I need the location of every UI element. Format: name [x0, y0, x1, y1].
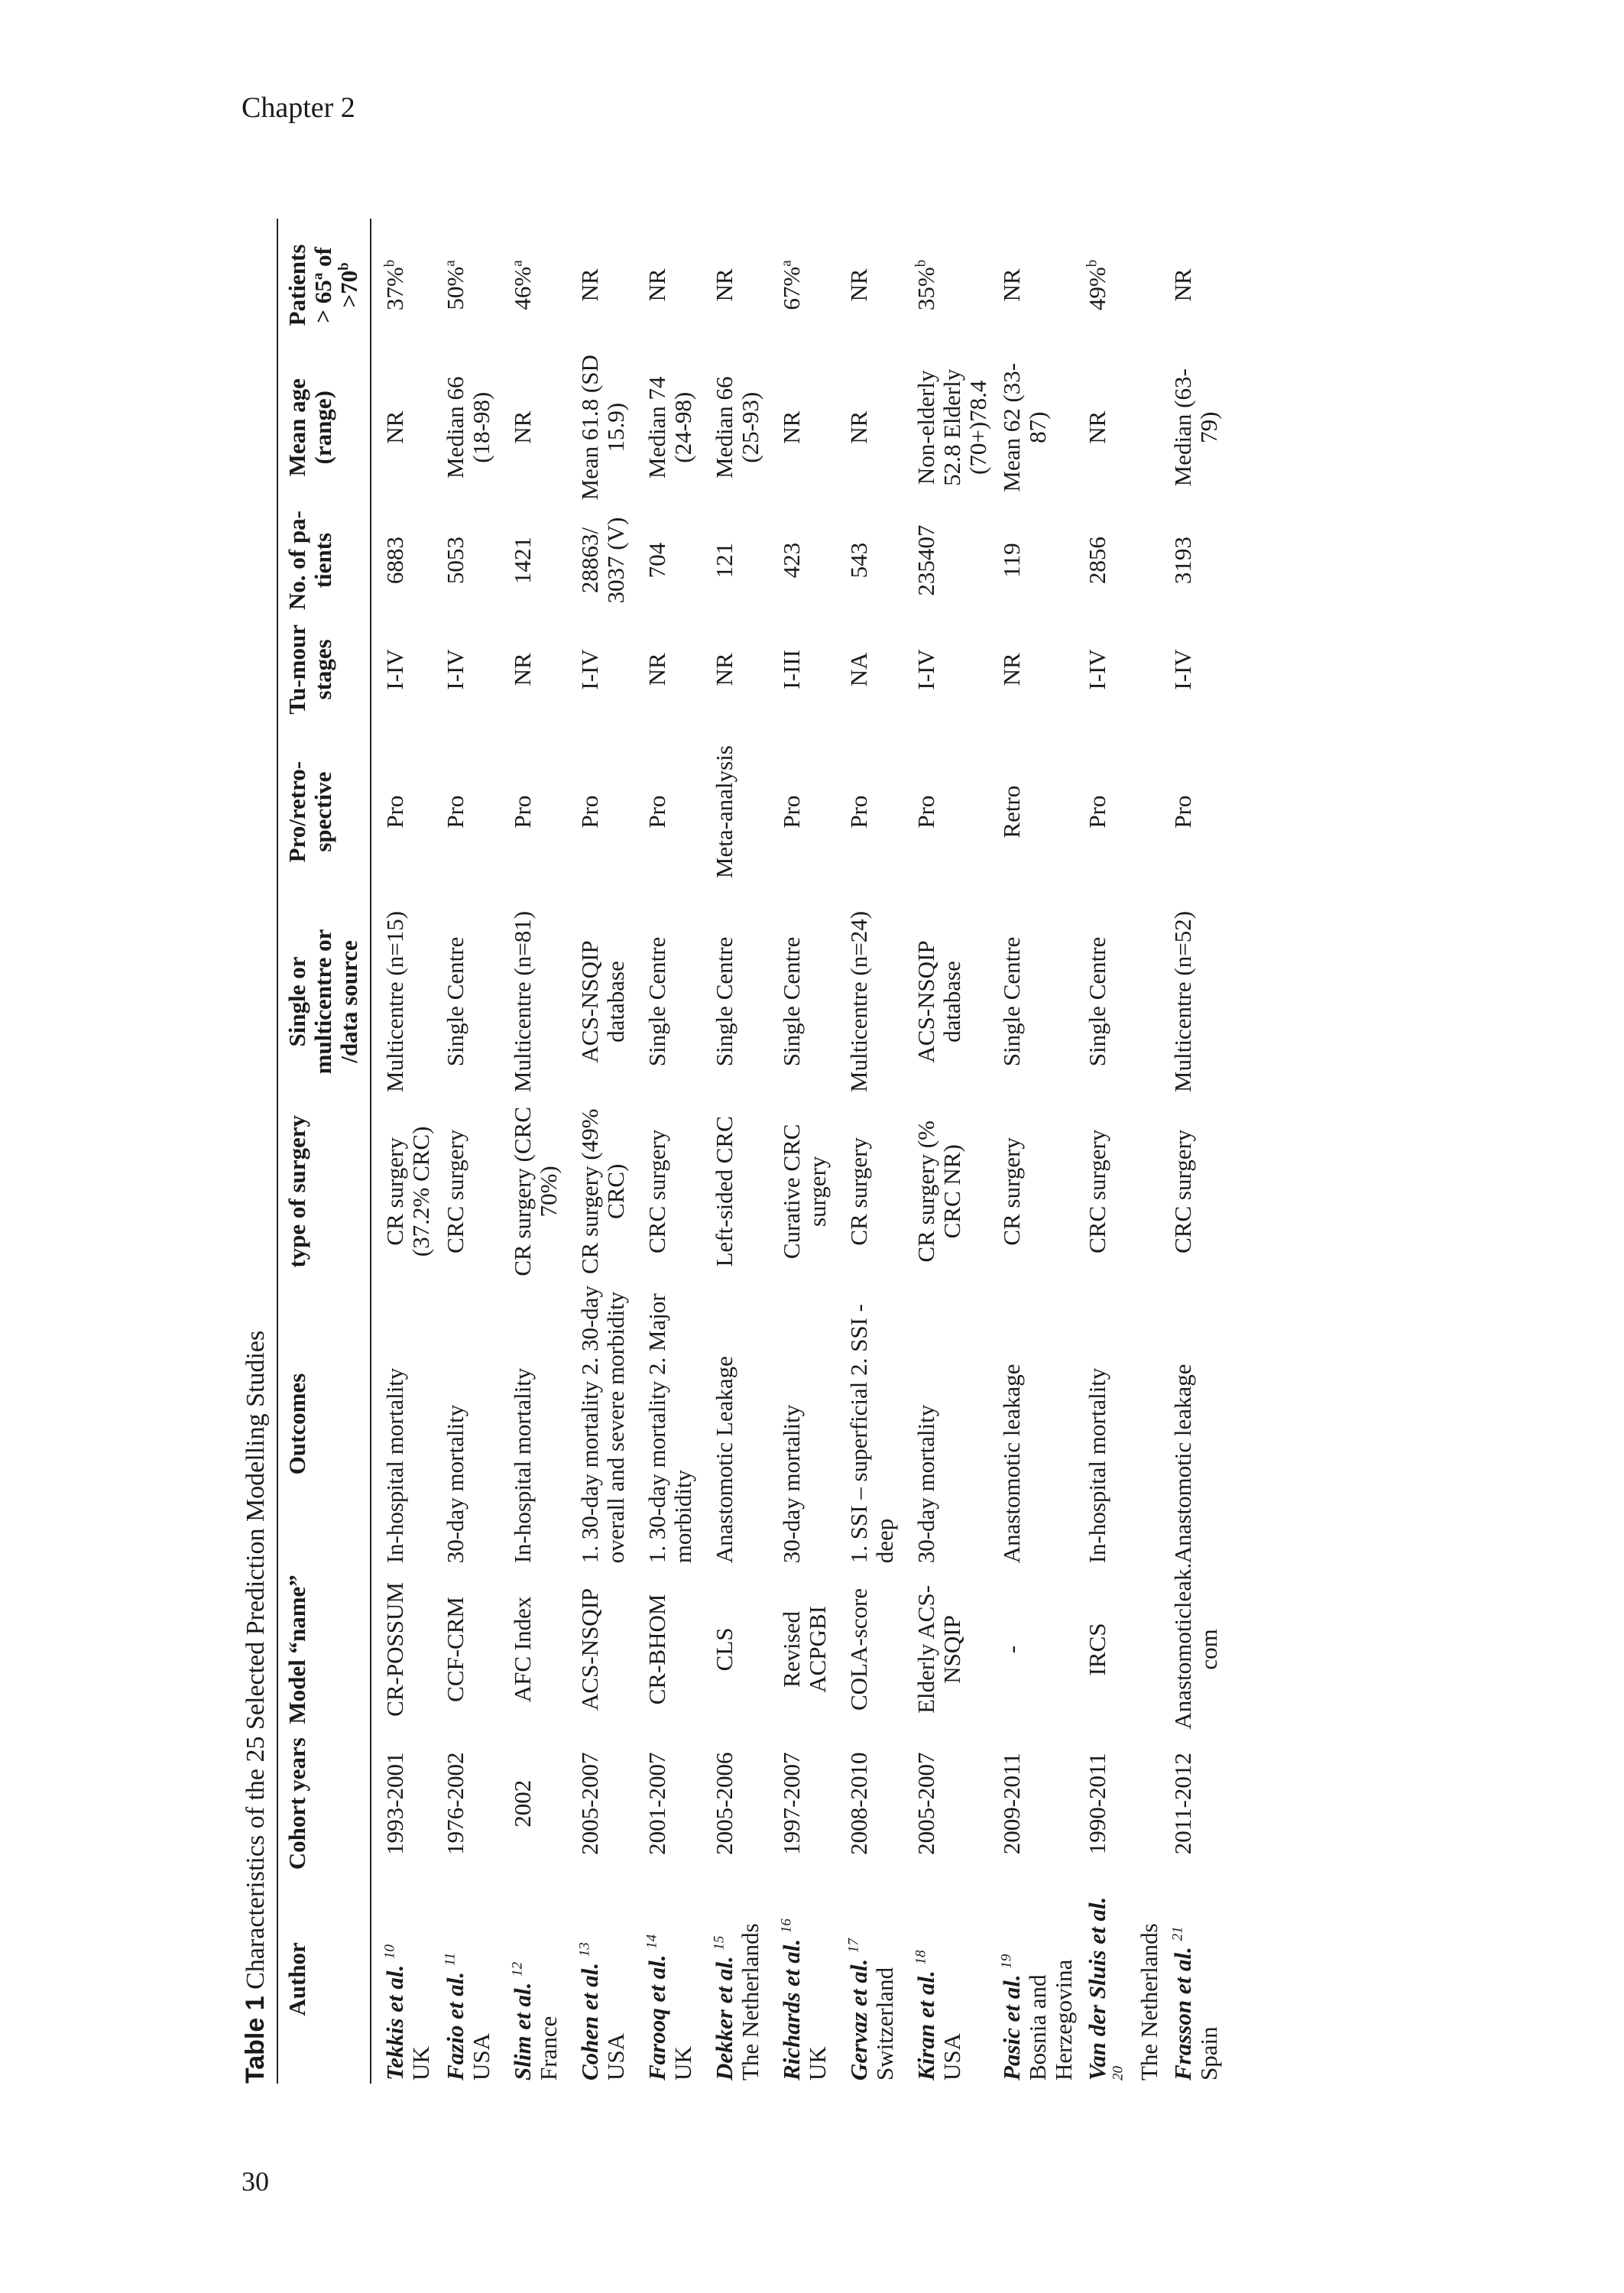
no-of-patients-cell: 28863/ 3037 (V) [576, 517, 629, 604]
outcomes-cell: Anastomotic Leakage [711, 1356, 737, 1564]
table-row [572, 219, 640, 2084]
percentage-value: 35% [912, 267, 939, 311]
cohort-years-cell: 2008-2010 [845, 1752, 872, 1855]
reference-number: 21 [1169, 1926, 1186, 1941]
author-country: Spain [1195, 2026, 1222, 2081]
mean-age-cell: NR [509, 410, 536, 444]
study-design-cell: Pro [1169, 795, 1196, 829]
tumour-stages-cell: NA [845, 652, 872, 687]
data-source-cell: Single Centre [1084, 936, 1110, 1067]
rotated-table-block [238, 219, 1400, 2084]
patients-over-65-70-cell [994, 219, 1080, 352]
tumour-stages-cell: I-IV [576, 649, 603, 690]
patients-over-65-70-cell [774, 219, 841, 352]
cohort-years-cell: 2005-2007 [576, 1752, 603, 1855]
percentage-value: NR [845, 268, 872, 302]
study-design-cell: Pro [845, 795, 872, 829]
page-number: 30 [241, 2166, 269, 2197]
mean-age-cell: Median (63-79) [1169, 368, 1222, 487]
mean-age-cell: NR [778, 410, 805, 444]
table-row [774, 219, 841, 2084]
tumour-stages-cell: I-III [778, 650, 805, 689]
data-source-cell: Multicentre (n=52) [1169, 910, 1196, 1092]
author-name: Gervaz et al. [845, 1958, 872, 2081]
column-header-mean-age: Mean age (range) [277, 352, 371, 504]
tumour-stages-cell: I-IV [442, 649, 468, 690]
tumour-stages-cell: I-IV [1169, 649, 1196, 690]
reference-number: 18 [912, 1950, 929, 1965]
tumour-stages-cell: NR [509, 653, 536, 686]
column-header-author: Author [277, 1875, 371, 2084]
no-of-patients-cell: 1421 [509, 537, 536, 585]
percentage-footnote-mark: b [1084, 259, 1100, 268]
percentage-value: NR [998, 268, 1025, 302]
percentage-value: NR [643, 268, 670, 302]
reference-number: 17 [845, 1938, 862, 1953]
table-row [841, 219, 909, 2084]
author-name: Fazio et al. [442, 1971, 468, 2081]
table-caption [238, 219, 277, 2084]
column-header-outcomes: Outcomes [277, 1282, 371, 1567]
patients-over-65-70-cell [909, 219, 994, 352]
author-cell [371, 1875, 438, 2084]
author-country: France [535, 2016, 562, 2081]
table-row [505, 219, 572, 2084]
author-country: The Netherlands [737, 1923, 763, 2081]
no-of-patients-cell: 3193 [1169, 537, 1196, 585]
column-header-data-source: Single or multicentre or /data source [277, 902, 371, 1101]
column-header-model-name: Model “name” [277, 1566, 371, 1732]
cohort-years-cell: 1993-2001 [381, 1752, 408, 1855]
model-name-cell: - [998, 1645, 1025, 1654]
author-name: Van der Sluis et al. [1084, 1896, 1110, 2081]
data-source-cell: Single Centre [442, 936, 468, 1067]
study-design-cell: Pro [381, 795, 408, 829]
percentage-value: NR [711, 268, 737, 302]
footnote-mark-a: a [310, 272, 326, 281]
no-of-patients-cell: 119 [998, 543, 1025, 578]
model-name-cell: CCF-CRM [442, 1597, 468, 1702]
author-country: USA [602, 2032, 629, 2081]
column-header-study-design: Pro/retro-spective [277, 722, 371, 902]
cohort-years-cell: 2002 [509, 1779, 536, 1828]
patients-over-65-70-cell [371, 219, 438, 352]
chapter-heading: Chapter 2 [241, 92, 355, 124]
model-name-cell: IRCS [1084, 1623, 1110, 1676]
mean-age-cell: NR [845, 410, 872, 444]
patients-over-65-70-cell [1165, 219, 1233, 352]
outcomes-cell: In-hospital mortality [1084, 1367, 1110, 1564]
author-country: USA [938, 2032, 965, 2081]
patients-over-65-70-cell [438, 219, 505, 352]
type-of-surgery-cell: CR surgery [998, 1137, 1025, 1246]
author-country: UK [669, 2046, 696, 2081]
table-body [371, 219, 1233, 2084]
mean-age-cell: NR [381, 410, 408, 444]
study-design-cell: Pro [442, 795, 468, 829]
author-name: Cohen et al. [576, 1962, 603, 2081]
data-source-cell: Single Centre [778, 936, 805, 1067]
data-source-cell: Single Centre [711, 936, 737, 1067]
table-row [438, 219, 505, 2084]
patients-over-65-70-cell [707, 219, 774, 352]
mean-age-cell: Mean 62 (33-87) [998, 362, 1051, 492]
studies-table [277, 219, 1233, 2084]
type-of-surgery-cell: CRC surgery [1084, 1129, 1110, 1254]
table-row [640, 219, 707, 2084]
outcomes-cell: Anastomotic leakage [1169, 1364, 1196, 1564]
author-country: The Netherlands [1136, 1923, 1162, 2081]
reference-number: 15 [711, 1935, 728, 1951]
no-of-patients-cell: 423 [778, 542, 805, 579]
model-name-cell: CR-POSSUM [381, 1582, 408, 1717]
mean-age-cell: NR [1084, 410, 1110, 444]
data-source-cell: Multicentre (n=24) [845, 910, 872, 1092]
author-cell [438, 1875, 505, 2084]
no-of-patients-cell: 6883 [381, 537, 408, 585]
author-country: Switzerland [871, 1967, 898, 2081]
study-design-cell: Pro [912, 795, 939, 829]
mean-age-cell: Median 66 (18-98) [442, 376, 494, 478]
column-header-cohort-years: Cohort years [277, 1733, 371, 1875]
column-header-patients-over-65-70: Patients > $65^a$ of $>70^b$ [277, 219, 371, 352]
table-row [909, 219, 994, 2084]
reference-number: 20 [1110, 2066, 1126, 2081]
data-source-cell: Multicentre (n=15) [381, 910, 408, 1092]
table-row [1165, 219, 1233, 2084]
author-cell [707, 1875, 774, 2084]
type-of-surgery-cell: CR surgery (CRC 70%) [509, 1107, 562, 1276]
percentage-footnote-mark: b [381, 259, 398, 268]
tumour-stages-cell: I-IV [1084, 649, 1110, 690]
percentage-footnote-mark: a [442, 260, 459, 267]
study-design-cell: Pro [576, 795, 603, 829]
tumour-stages-cell: I-IV [912, 649, 939, 690]
outcomes-cell: 30-day mortality [778, 1404, 805, 1564]
cohort-years-cell: 1990-2011 [1084, 1753, 1110, 1855]
author-cell [640, 1875, 707, 2084]
column-header-type-of-surgery: type of surgery [277, 1101, 371, 1282]
percentage-value: 37% [381, 267, 408, 311]
author-cell [572, 1875, 640, 2084]
outcomes-cell: 1. 30-day mortality 2. Major morbidity [643, 1293, 696, 1564]
tumour-stages-cell: NR [998, 653, 1025, 686]
outcomes-cell: 1. SSI – superficial 2. SSI - deep [845, 1304, 898, 1564]
cohort-years-cell: 1976-2002 [442, 1752, 468, 1855]
table-row [994, 219, 1080, 2084]
tumour-stages-cell: NR [711, 653, 737, 686]
author-name: Richards et al. [778, 1938, 805, 2081]
study-design-cell: Retro [998, 785, 1025, 838]
data-source-cell: ACS-NSQIP database [912, 940, 965, 1063]
author-cell [909, 1875, 994, 2084]
patients-over-65-70-cell [505, 219, 572, 352]
cohort-years-cell: 2011-2012 [1169, 1753, 1196, 1855]
patients-over-65-70-cell [1080, 219, 1165, 352]
tumour-stages-cell: I-IV [381, 649, 408, 690]
table-row [1080, 219, 1165, 2084]
percentage-value: NR [1169, 268, 1196, 302]
author-country: UK [804, 2046, 831, 2081]
author-name: Farooq et al. [643, 1954, 670, 2081]
table-row [371, 219, 438, 2084]
column-header-no-of-patients: No. of pa-tients [277, 504, 371, 618]
reference-number: 14 [643, 1934, 660, 1949]
reference-number: 11 [442, 1952, 459, 1967]
study-design-cell: Pro [643, 795, 670, 829]
no-of-patients-cell: 5053 [442, 537, 468, 585]
data-source-cell: Multicentre (n=81) [509, 910, 536, 1092]
author-name: Slim et al. [509, 1982, 536, 2081]
mean-age-cell: Non-elderly 52.8 Elderly (70+)78.4 [912, 368, 991, 486]
table-row [707, 219, 774, 2084]
cohort-years-cell: 2005-2007 [912, 1752, 939, 1855]
author-cell [841, 1875, 909, 2084]
table-title: Characteristics of the 25 Selected Prediction Modelling Studies [241, 1330, 270, 1990]
author-country: UK [407, 2046, 434, 2081]
cohort-years-cell: 2001-2007 [643, 1752, 670, 1855]
type-of-surgery-cell: CRC surgery [643, 1129, 670, 1254]
outcomes-cell: 30-day mortality [912, 1404, 939, 1564]
model-name-cell: AFC Index [509, 1596, 536, 1703]
study-design-cell: Meta-analysis [711, 745, 737, 879]
cohort-years-cell: 2009-2011 [998, 1753, 1025, 1855]
author-name: Dekker et al. [711, 1956, 737, 2081]
percentage-value: 67% [778, 266, 805, 310]
model-name-cell: Elderly ACS-NSQIP [912, 1584, 965, 1714]
percentage-footnote-mark: b [912, 259, 929, 268]
author-country: USA [468, 2032, 494, 2081]
data-source-cell: ACS-NSQIP database [576, 940, 629, 1063]
footnote-mark-b: b [335, 262, 352, 271]
author-cell [994, 1875, 1080, 2084]
model-name-cell: COLA-score [845, 1588, 872, 1711]
type-of-surgery-cell: CRC surgery [442, 1129, 468, 1254]
cohort-years-cell: 2005-2006 [711, 1752, 737, 1855]
no-of-patients-cell: 2856 [1084, 537, 1110, 585]
type-of-surgery-cell: CR surgery (37.2% CRC) [381, 1126, 434, 1257]
model-name-cell: ACS-NSQIP [576, 1588, 603, 1711]
patients-over-65-70-cell [640, 219, 707, 352]
author-country: Bosnia and Herzegovina [1024, 1959, 1077, 2081]
mean-age-cell: Mean 61.8 (SD 15.9) [576, 355, 629, 501]
model-name-cell: Revised ACPGBI [778, 1606, 831, 1693]
study-design-cell: Pro [778, 795, 805, 829]
type-of-surgery-cell: CR surgery (% CRC NR) [912, 1121, 965, 1263]
percentage-footnote-mark: a [778, 260, 795, 267]
reference-number: 19 [998, 1954, 1015, 1969]
reference-number: 16 [778, 1918, 795, 1934]
no-of-patients-cell: 235407 [912, 524, 939, 596]
cohort-years-cell: 1997-2007 [778, 1752, 805, 1855]
reference-number: 13 [576, 1942, 593, 1957]
percentage-value: 46% [509, 266, 536, 310]
patients-over-65-70-cell [572, 219, 640, 352]
data-source-cell: Single Centre [643, 936, 670, 1067]
outcomes-cell: In-hospital mortality [381, 1367, 408, 1564]
table-header [277, 219, 371, 2084]
mean-age-cell: Median 74 (24-98) [643, 376, 696, 478]
author-name: Kiran et al. [912, 1970, 939, 2081]
author-cell [1080, 1875, 1165, 2084]
author-name: Pasic et al. [998, 1974, 1025, 2081]
type-of-surgery-cell: CR surgery [845, 1137, 872, 1246]
outcomes-cell: 30-day mortality [442, 1404, 468, 1564]
data-source-cell: Single Centre [998, 936, 1025, 1067]
no-of-patients-cell: 543 [845, 542, 872, 579]
study-design-cell: Pro [1084, 795, 1110, 829]
author-cell [505, 1875, 572, 2084]
tumour-stages-cell: NR [643, 653, 670, 686]
no-of-patients-cell: 704 [643, 542, 670, 579]
author-cell [1165, 1875, 1233, 2084]
type-of-surgery-cell: Left-sided CRC [711, 1116, 737, 1267]
percentage-value: NR [576, 268, 603, 302]
percentage-value: 50% [442, 266, 468, 310]
author-name: Tekkis et al. [381, 1964, 408, 2081]
percentage-footnote-mark: a [509, 260, 526, 267]
author-name: Frasson et al. [1169, 1947, 1196, 2081]
author-cell [774, 1875, 841, 2084]
patients-over-65-70-cell [841, 219, 909, 352]
study-design-cell: Pro [509, 795, 536, 829]
mean-age-cell: Median 66 (25-93) [711, 376, 763, 478]
outcomes-cell: Anastomotic leakage [998, 1364, 1025, 1564]
table-label: Table 1 [241, 1996, 270, 2084]
percentage-value: 49% [1084, 267, 1110, 311]
model-name-cell: Anastomoticleak. com [1169, 1562, 1222, 1730]
model-name-cell: CR-BHOM [643, 1594, 670, 1705]
no-of-patients-cell: 121 [711, 542, 737, 579]
type-of-surgery-cell: CR surgery (49% CRC) [576, 1108, 629, 1275]
column-header-tumour-stages: Tu-mour stages [277, 618, 371, 722]
model-name-cell: CLS [711, 1627, 737, 1672]
type-of-surgery-cell: CRC surgery [1169, 1129, 1196, 1254]
reference-number: 10 [381, 1944, 398, 1959]
type-of-surgery-cell: Curative CRC surgery [778, 1124, 831, 1260]
outcomes-cell: 1. 30-day mortality 2. 30-day overall and severe morbidity [576, 1285, 629, 1564]
reference-number: 12 [509, 1961, 526, 1977]
outcomes-cell: In-hospital mortality [509, 1367, 536, 1564]
